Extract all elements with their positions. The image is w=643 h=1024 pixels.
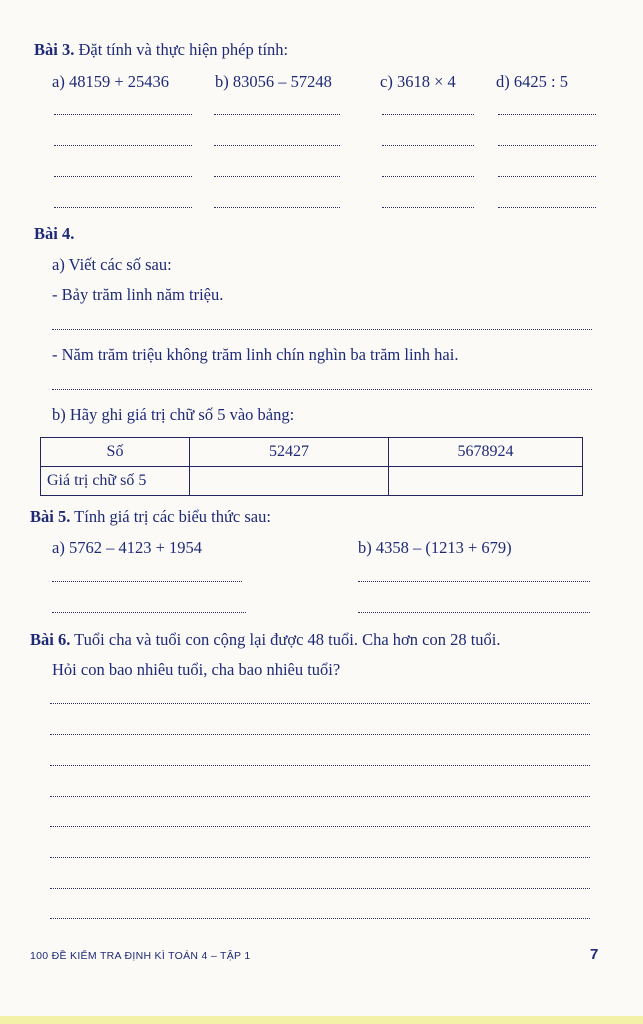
bai6-label: Bài 6. bbox=[30, 630, 71, 649]
page-edge-band bbox=[0, 1016, 643, 1024]
bai4-line2: - Năm trăm triệu không trăm linh chín nghìn ba trăm linh hai. bbox=[52, 345, 459, 364]
bai3-item-b: b) 83056 – 57248 bbox=[215, 72, 332, 91]
answer-line[interactable] bbox=[214, 145, 340, 146]
answer-line[interactable] bbox=[498, 207, 596, 208]
answer-line[interactable] bbox=[54, 114, 192, 115]
answer-line[interactable] bbox=[50, 734, 590, 735]
answer-line[interactable] bbox=[214, 176, 340, 177]
answer-line[interactable] bbox=[358, 581, 590, 582]
table-header-cell: Số bbox=[41, 438, 190, 467]
bai3-item-c: c) 3618 × 4 bbox=[380, 72, 456, 91]
answer-line[interactable] bbox=[382, 114, 474, 115]
bai5-item-a: a) 5762 – 4123 + 1954 bbox=[52, 538, 202, 557]
bai6-text-line1: Tuổi cha và tuổi con cộng lại được 48 tuổi. Cha hơn con 28 tuổi. bbox=[74, 630, 501, 649]
answer-line[interactable] bbox=[382, 176, 474, 177]
answer-line[interactable] bbox=[358, 612, 590, 613]
answer-line[interactable] bbox=[50, 703, 590, 704]
digit-value-table bbox=[40, 437, 583, 496]
answer-line[interactable] bbox=[52, 581, 242, 582]
table-row bbox=[41, 467, 583, 496]
bai4-part-a: a) Viết các số sau: bbox=[52, 255, 172, 274]
bai6-text-line2: Hỏi con bao nhiêu tuổi, cha bao nhiêu tuổi? bbox=[52, 660, 341, 679]
answer-line[interactable] bbox=[498, 114, 596, 115]
table-header-cell: 5678924 bbox=[389, 438, 583, 467]
bai4-line1: - Bảy trăm linh năm triệu. bbox=[52, 285, 224, 304]
table-header-cell: 52427 bbox=[190, 438, 389, 467]
answer-line[interactable] bbox=[50, 765, 590, 766]
answer-line[interactable] bbox=[52, 329, 592, 330]
bai5-label: Bài 5. bbox=[30, 507, 71, 526]
bai3-label: Bài 3. bbox=[34, 40, 75, 59]
answer-line[interactable] bbox=[50, 888, 590, 889]
answer-line[interactable] bbox=[498, 176, 596, 177]
bai3-item-a: a) 48159 + 25436 bbox=[52, 72, 169, 91]
bai3-heading bbox=[34, 40, 288, 60]
bai4-part-b: b) Hãy ghi giá trị chữ số 5 vào bảng: bbox=[52, 405, 295, 424]
answer-line[interactable] bbox=[50, 918, 590, 919]
bai3-instruction: Đặt tính và thực hiện phép tính: bbox=[78, 40, 289, 59]
bai3-item-d: d) 6425 : 5 bbox=[496, 72, 568, 91]
answer-line[interactable] bbox=[50, 826, 590, 827]
answer-line[interactable] bbox=[50, 796, 590, 797]
answer-line[interactable] bbox=[382, 207, 474, 208]
answer-line[interactable] bbox=[382, 145, 474, 146]
answer-line[interactable] bbox=[214, 114, 340, 115]
answer-line[interactable] bbox=[52, 389, 592, 390]
table-header-row bbox=[41, 438, 583, 467]
answer-line[interactable] bbox=[54, 176, 192, 177]
table-row-label: Giá trị chữ số 5 bbox=[41, 467, 190, 496]
answer-line[interactable] bbox=[498, 145, 596, 146]
answer-line[interactable] bbox=[50, 857, 590, 858]
bai4-label: Bài 4. bbox=[34, 224, 75, 243]
bai5-heading bbox=[30, 507, 271, 527]
footer-book-title: 100 ĐỀ KIỂM TRA ĐỊNH KÌ TOÁN 4 – TẬP 1 bbox=[30, 950, 251, 962]
bai5-instruction: Tính giá trị các biểu thức sau: bbox=[74, 507, 271, 526]
bai6-heading bbox=[30, 630, 501, 650]
page-number: 7 bbox=[590, 946, 599, 963]
answer-line[interactable] bbox=[52, 612, 246, 613]
answer-line[interactable] bbox=[214, 207, 340, 208]
answer-line[interactable] bbox=[54, 145, 192, 146]
answer-line[interactable] bbox=[54, 207, 192, 208]
table-answer-cell[interactable] bbox=[389, 467, 583, 496]
table-answer-cell[interactable] bbox=[190, 467, 389, 496]
bai5-item-b: b) 4358 – (1213 + 679) bbox=[358, 538, 512, 557]
